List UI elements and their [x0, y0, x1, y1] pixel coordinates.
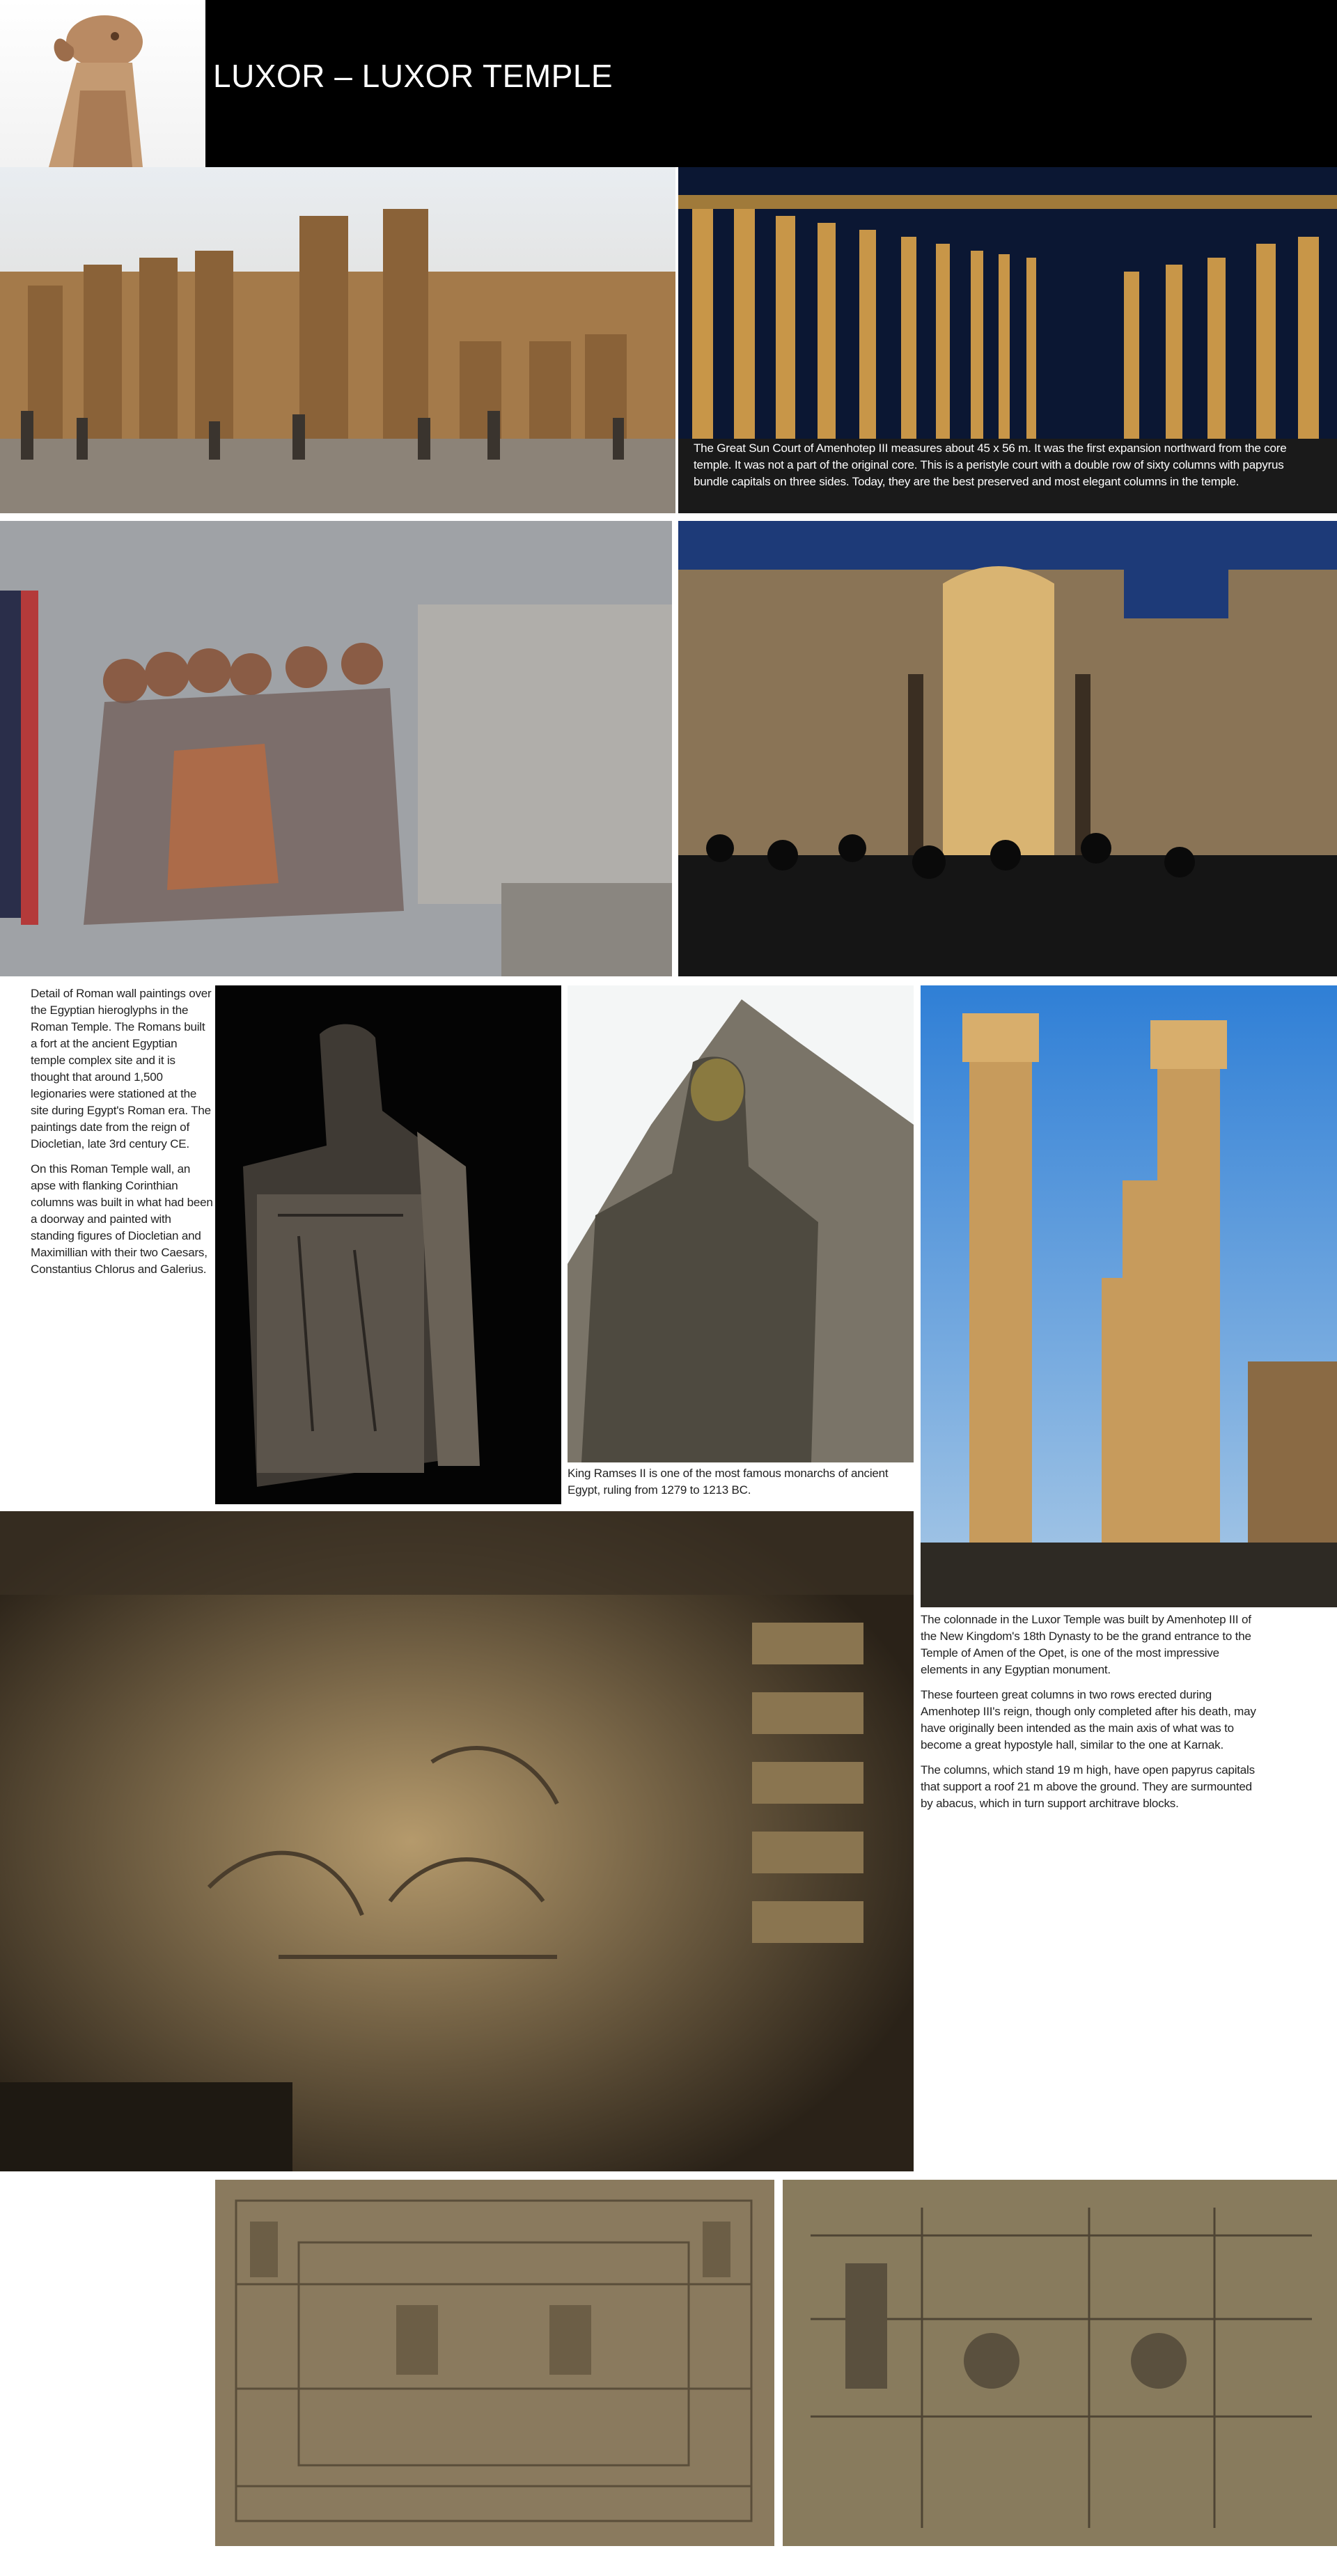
hieroglyph-wall-right-image — [783, 2180, 1337, 2546]
colonnade-caption-p1: The colonnade in the Luxor Temple was built by Amenhotep III of the New Kingdom's 18th Dynasty to be the grand entrance to the Temple of Amen of the Opet, is one of the most impressive elements in any Egyptian monument. — [921, 1613, 1251, 1676]
roman-temple-apse-photo — [678, 521, 1337, 976]
sun-court-caption: The Great Sun Court of Amenhotep III measures about 45 x 56 m. It was the first expansion northward from the core temple. It was not a part of the original core. This is a peristyle court with a double row of sixty columns with papyrus bundle capitals on three sides. Today, they are the best preserved and most elegant columns in the temple. — [694, 442, 1287, 488]
roman-paintings-caption — [31, 985, 213, 1286]
roman-temple-apse-image — [678, 521, 1337, 976]
ramses-statue-image — [568, 985, 914, 1462]
sun-court-night-photo — [678, 167, 1337, 513]
colonnade-caption-p2: These fourteen great columns in two rows erected during Amenhotep III's reign, though only completed after his death, may have originally been intended as the main axis of what was to become a great hypostyle hall, similar to the one at Karnak. — [921, 1688, 1256, 1751]
hieroglyph-relief-large-photo — [0, 1511, 914, 2171]
colonnade-caption — [921, 1611, 1262, 1820]
hieroglyph-wall-left-photo — [215, 2180, 774, 2546]
roman-paintings-caption-p2: On this Roman Temple wall, an apse with flanking Corinthian columns was built in what had been a doorway and painted with standing figures of Diocletian and Maximillian with their two Caesars, Constantius Chlorus and Galerius. — [31, 1162, 213, 1276]
roman-wall-painting-photo — [0, 521, 672, 976]
pharaoh-statue-relief-photo — [215, 985, 561, 1504]
ramses-caption: King Ramses II is one of the most famous monarchs of ancient Egypt, ruling from 1279 to 1213 BC. — [568, 1467, 889, 1497]
temple-columns-day-image — [0, 167, 675, 513]
colonnade-caption-p3: The columns, which stand 19 m high, have open papyrus capitals that support a roof 21 m above the ground. They are surmounted by abacus, which in turn support architrave blocks. — [921, 1763, 1255, 1810]
page-title: LUXOR – LUXOR TEMPLE — [213, 58, 613, 94]
roman-wall-painting-image — [0, 521, 672, 976]
colonnade-dusk-photo — [921, 985, 1337, 1607]
ramses-statue-photo — [568, 985, 914, 1462]
colonnade-dusk-image — [921, 985, 1337, 1607]
hieroglyph-wall-left-image — [215, 2180, 774, 2546]
temple-columns-day-photo — [0, 167, 675, 513]
ram-statue-image — [0, 0, 205, 167]
hieroglyph-wall-right-photo — [783, 2180, 1337, 2546]
pharaoh-statue-relief-image — [215, 985, 561, 1504]
hieroglyph-relief-large-image — [0, 1511, 914, 2171]
ram-statue-photo — [0, 0, 205, 167]
roman-paintings-caption-p1: Detail of Roman wall paintings over the Egyptian hieroglyphs in the Roman Temple. The Romans built a fort at the ancient Egyptian temple complex site and it is thought that around 1,500 legionaries were stationed at the site during Egypt's Roman era. The paintings date from the reign of Diocletian, late 3rd century CE. — [31, 987, 212, 1150]
